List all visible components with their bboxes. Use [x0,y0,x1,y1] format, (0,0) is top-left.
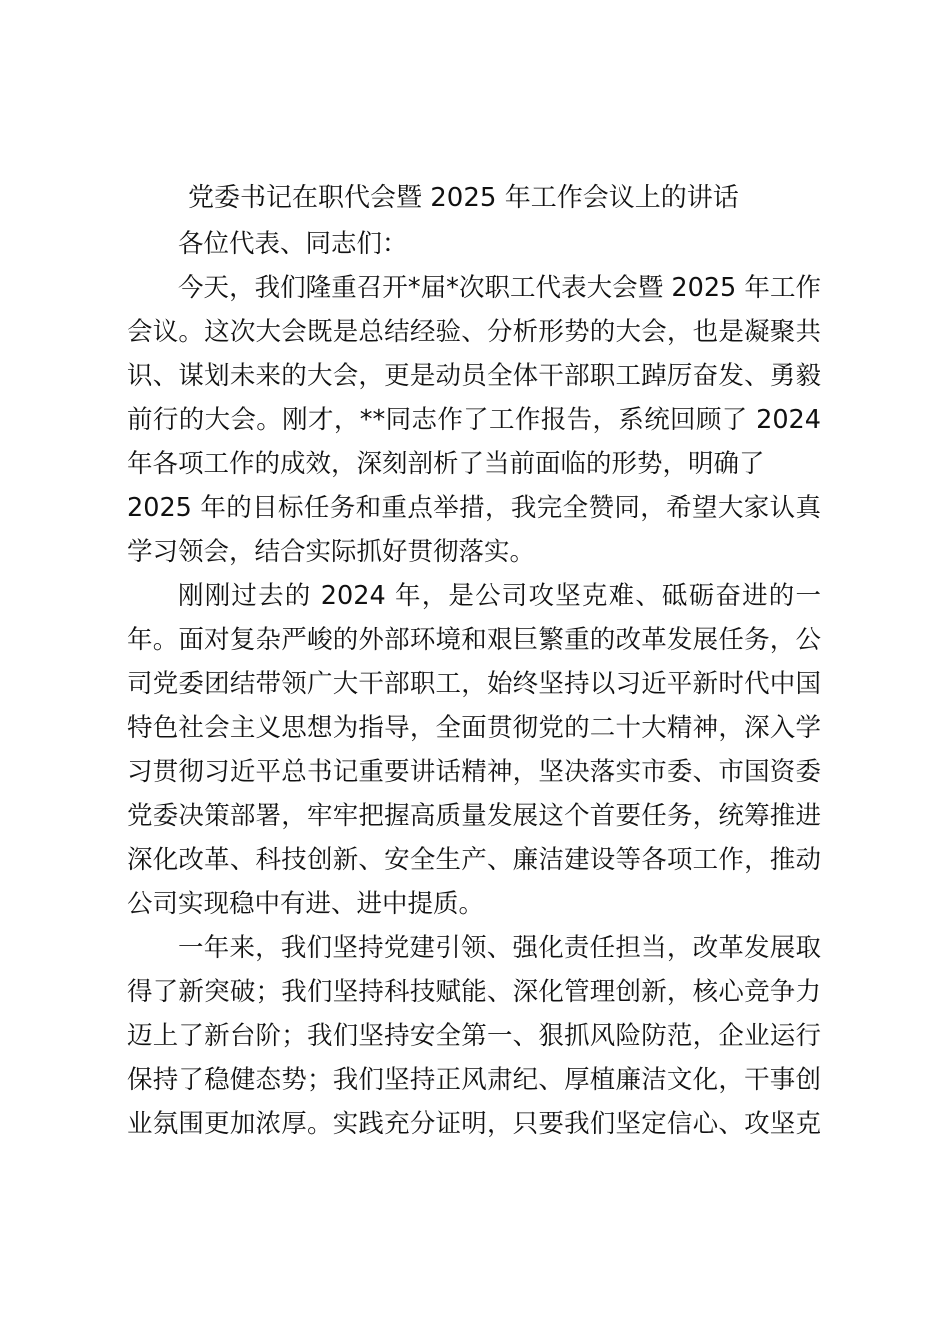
paragraph-line: 年各项工作的成效，深刻剖析了当前面临的形势，明确了 [127,449,765,479]
paragraph-line: 司党委团结带领广大干部职工，始终坚持以习近平新时代中国 [127,669,821,699]
paragraph-line: 习贯彻习近平总书记重要讲话精神，坚决落实市委、市国资委 [127,757,821,787]
paragraph-line: 保持了稳健态势；我们坚持正风肃纪、厚植廉洁文化，干事创 [127,1065,821,1095]
achievements-paragraph [127,926,821,1146]
paragraph-line: 公司实现稳中有进、进中提质。 [127,889,485,919]
opening-paragraph [127,266,821,574]
paragraph-line: 年。面对复杂严峻的外部环境和艰巨繁重的改革发展任务，公 [127,625,821,655]
paragraph-line: 今天，我们隆重召开*届*次职工代表大会暨 2025 年工作 [178,273,821,303]
paragraph-line: 学习领会，结合实际抓好贯彻落实。 [127,537,536,567]
document-body [127,222,821,1146]
paragraph-line: 得了新突破；我们坚持科技赋能、深化管理创新，核心竞争力 [127,977,821,1007]
paragraph-line: 业氛围更加浓厚。实践充分证明，只要我们坚定信心、攻坚克 [127,1109,821,1139]
paragraph-line: 迈上了新台阶；我们坚持安全第一、狠抓风险防范，企业运行 [127,1021,821,1051]
paragraph-line: 刚刚过去的 2024 年，是公司攻坚克难、砥砺奋进的一 [178,581,821,611]
paragraph-line: 深化改革、科技创新、安全生产、廉洁建设等各项工作，推动 [127,845,821,875]
paragraph-line: 识、谋划未来的大会，更是动员全体干部职工踔厉奋发、勇毅 [127,361,821,391]
paragraph-line: 会议。这次大会既是总结经验、分析形势的大会，也是凝聚共 [127,317,821,347]
paragraph-line: 一年来，我们坚持党建引领、强化责任担当，改革发展取 [178,933,821,963]
review-paragraph [127,574,821,926]
paragraph-line: 前行的大会。刚才，**同志作了工作报告，系统回顾了 2024 [127,405,821,435]
paragraph-line: 党委决策部署，牢牢把握高质量发展这个首要任务，统筹推进 [127,801,821,831]
paragraph-line: 特色社会主义思想为指导，全面贯彻党的二十大精神，深入学 [127,713,821,743]
paragraph-line: 2025 年的目标任务和重点举措，我完全赞同，希望大家认真 [127,493,821,523]
document-title: 党委书记在职代会暨 2025 年工作会议上的讲话 [188,183,739,213]
salutation-paragraph [127,222,821,266]
paragraph-line: 各位代表、同志们： [178,229,408,259]
